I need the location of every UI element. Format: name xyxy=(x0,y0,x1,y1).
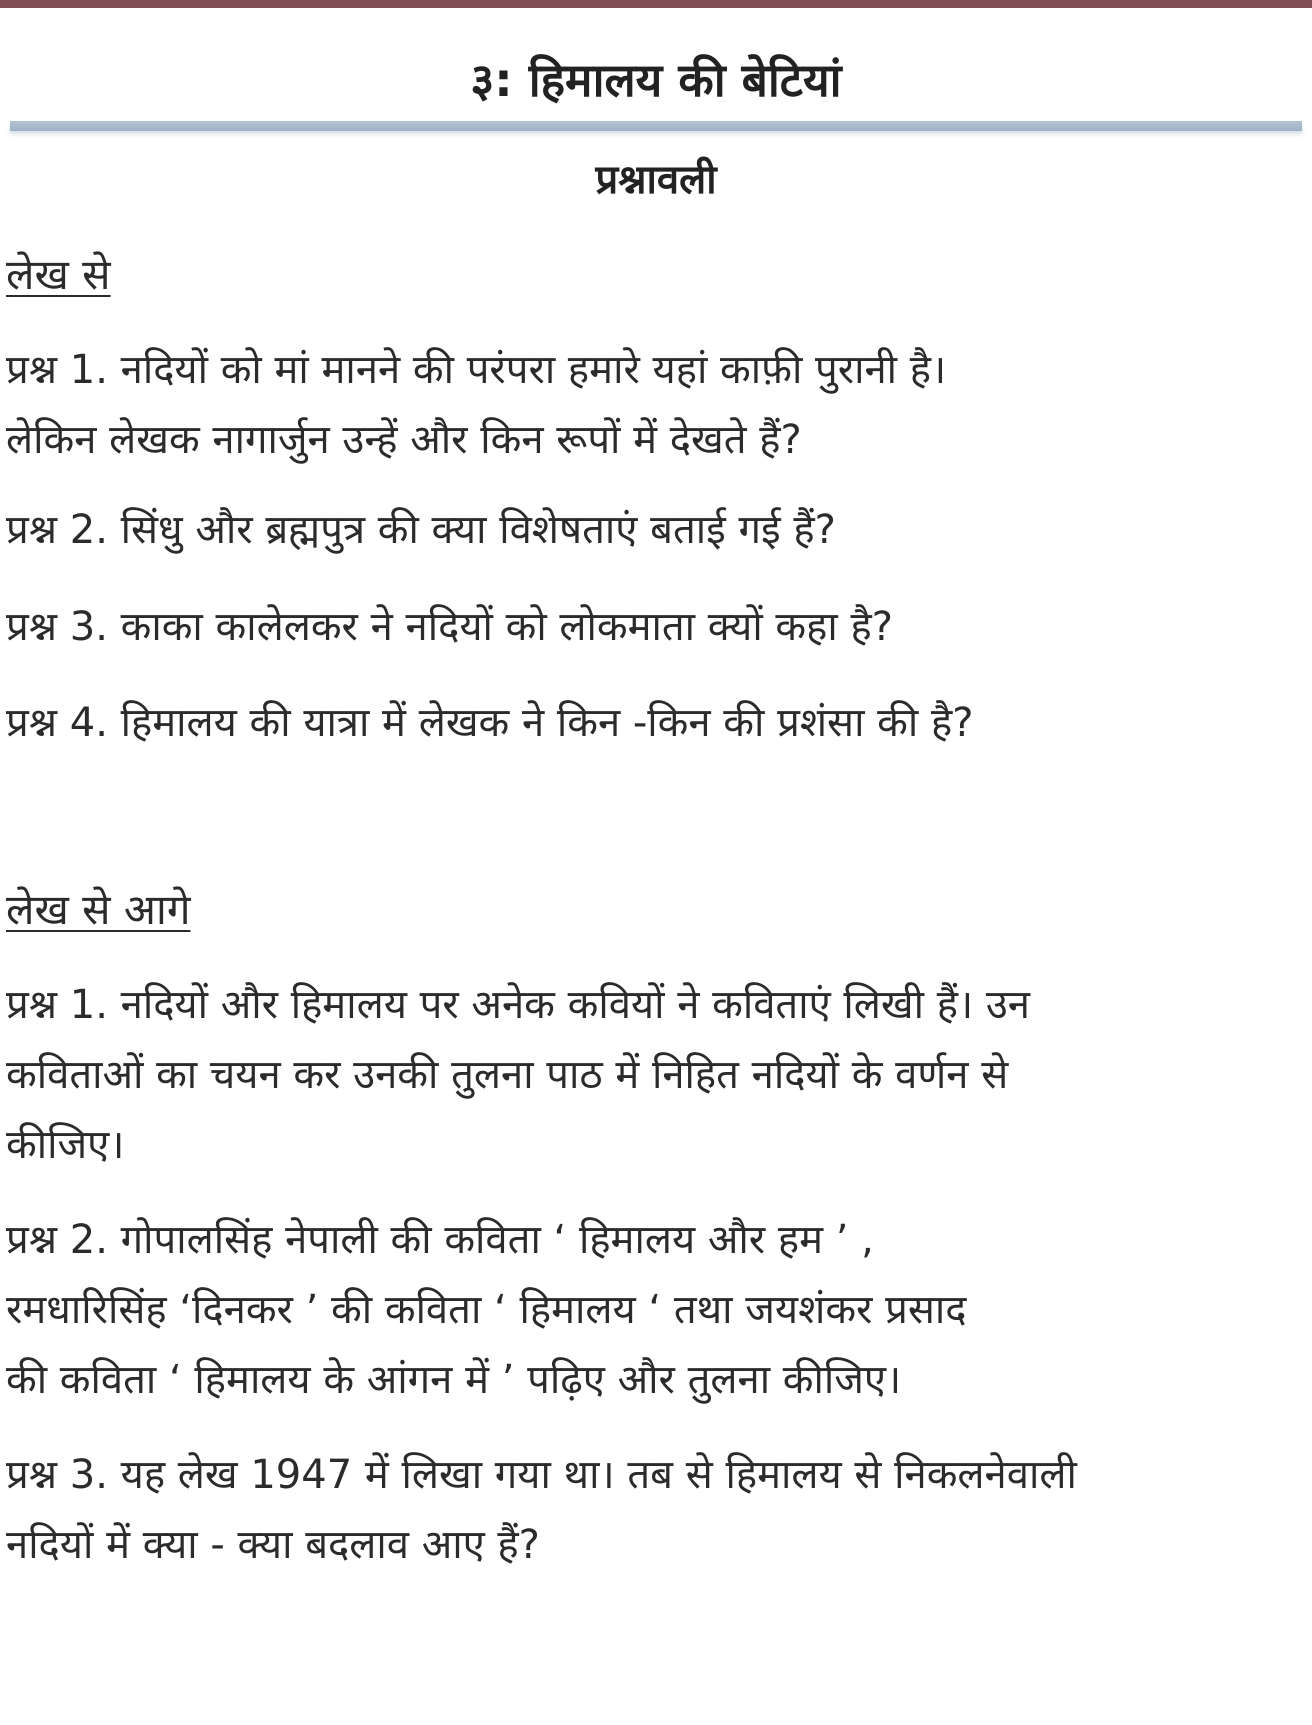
question-line: की कविता ‘ हिमालय के आंगन में ’ पढ़िए और तुलना कीजिए। xyxy=(6,1357,902,1403)
question-line: प्रश्न 3. यह लेख 1947 में लिखा गया था। तब से हिमालय से निकलनेवाली xyxy=(6,1452,1077,1498)
question-line: कविताओं का चयन कर उनकी तुलना पाठ में निहित नदियों के वर्णन से xyxy=(6,1052,1009,1098)
chapter-title: ३: हिमालय की बेटियां xyxy=(470,53,842,107)
question-2 xyxy=(6,495,836,565)
top-border xyxy=(0,0,1312,8)
question-line: नदियों में क्या - क्या बदलाव आए हैं? xyxy=(6,1522,540,1568)
question-1 xyxy=(6,335,946,475)
question-line: रमधारिसिंह ‘दिनकर ’ की कविता ‘ हिमालय ‘ तथा जयशंकर प्रसाद xyxy=(6,1287,967,1333)
title-divider xyxy=(10,121,1302,131)
question-line: लेकिन लेखक नागार्जुन उन्हें और किन रूपों में देखते हैं? xyxy=(6,417,802,463)
question-3 xyxy=(6,1440,1077,1580)
section-heading: लेख से xyxy=(6,250,111,299)
question-line: प्रश्न 2. गोपालसिंह नेपाली की कविता ‘ हिमालय और हम ’ , xyxy=(6,1217,874,1263)
question-line: प्रश्न 2. सिंधु और ब्रह्मपुत्र की क्या विशेषताएं बताई गई हैं? xyxy=(6,507,836,553)
section-heading: लेख से आगे xyxy=(6,885,191,934)
question-line: कीजिए। xyxy=(6,1122,125,1168)
question-line: प्रश्न 3. काका कालेलकर ने नदियों को लोकमाता क्यों कहा है? xyxy=(6,604,893,650)
question-line: प्रश्न 1. नदियों को मां मानने की परंपरा हमारे यहां काफ़ी पुरानी है। xyxy=(6,347,947,393)
question-line: प्रश्न 4. हिमालय की यात्रा में लेखक ने किन -किन की प्रशंसा की है? xyxy=(6,700,974,746)
question-2 xyxy=(6,1205,967,1415)
question-1 xyxy=(6,970,1030,1180)
question-line: प्रश्न 1. नदियों और हिमालय पर अनेक कवियों ने कविताएं लिखी हैं। उन xyxy=(6,982,1030,1028)
subtitle: प्रश्नावली xyxy=(595,157,717,203)
question-4 xyxy=(6,688,973,758)
question-3 xyxy=(6,592,893,662)
